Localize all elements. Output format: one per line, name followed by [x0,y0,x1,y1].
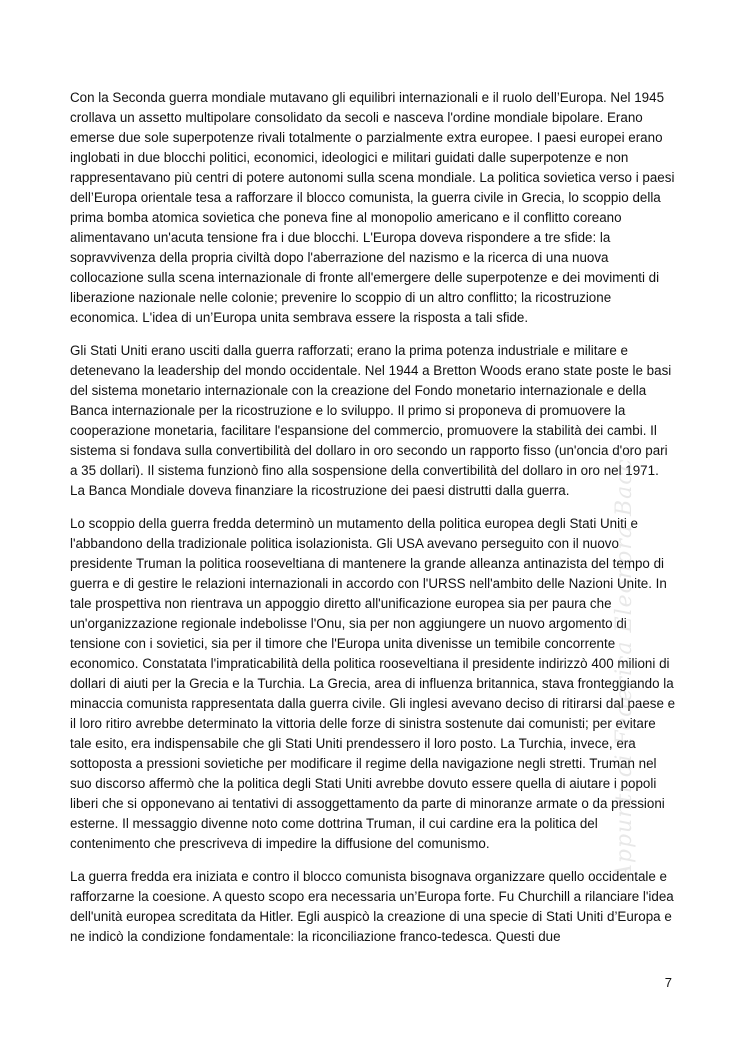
document-body [70,88,676,960]
watermark: Appunti di Federica Eleonora Bacci [612,450,637,880]
paragraph-4: La guerra fredda era iniziata e contro il blocco comunista bisognava organizzare quello occidentale e rafforzarne la coesione. A questo scopo era necessaria un’Europa forte. Fu Churchill a rilanciare l'idea dell'unità europea screditata da Hitler. Egli auspicò la creazione di una specie di Stati Uniti d’Europa e ne indicò la condizione fondamentale: la riconciliazione franco-tedesca. Questi due [70,869,674,944]
paragraph-3: Lo scoppio della guerra fredda determinò un mutamento della politica europea degli Stati Uniti e l'abbandono della tradizionale politica isolazionista. Gli USA avevano perseguito con il nuovo presidente Truman la politica rooseveltiana di mantenere la grande alleanza antinazista del tempo di guerra e di gestire le relazioni internazionali in accordo con l'URSS nell'ambito delle Nazioni Unite. In tale prospettiva non rientrava un appoggio diretto all'unificazione europea sia per paura che un'organizzazione regionale indebolisse l'Onu, sia per non aggiungere un nuovo argomento di tensione con i sovietici, sia per il timore che l'Europa unita divenisse un temibile concorrente economico. Constatata l'impraticabilità della politica rooseveltiana il presidente indirizzò 400 milioni di dollari di aiuti per la Grecia e la Turchia. La Grecia, area di influenza britannica, stava fronteggiando la minaccia comunista rappresentata dalla guerra civile. Gli inglesi avevano deciso di ritirarsi dal paese e il loro ritiro avrebbe determinato la vittoria delle forze di sinistra sostenute dai comunisti; per evitare tale esito, era indispensabile che gli Stati Uniti prendessero il loro posto. La Turchia, invece, era sottoposta a pressioni sovietiche per modificare il regime della navigazione negli stretti. Truman nel suo discorso affermò che la politica degli Stati Uniti avrebbe dovuto essere quella di aiutare i popoli liberi che si opponevano ai tentativi di assoggettamento da parte di minoranze armate o da pressioni esterne. Il messaggio divenne noto come dottrina Truman, il cui cardine era la politica del contenimento che prescriveva di impedire la diffusione del comunismo. [70,516,676,851]
paragraph-2: Gli Stati Uniti erano usciti dalla guerra rafforzati; erano la prima potenza industriale e militare e detenevano la leadership del mondo occidentale. Nel 1944 a Bretton Woods erano state poste le basi del sistema monetario internazionale con la creazione del Fondo monetario internazionale e della Banca internazionale per la ricostruzione e lo sviluppo. Il primo si proponeva di promuovere la cooperazione monetaria, facilitare l'espansione del commercio, promuovere la stabilità dei cambi. Il sistema si fondava sulla convertibilità del dollaro in oro secondo un rapporto fisso (un'oncia d'oro pari a 35 dollari). Il sistema funzionò fino alla sospensione della convertibilità del dollaro in oro nel 1971. La Banca Mondiale doveva finanziare la ricostruzione dei paesi distrutti dalla guerra. [70,343,672,498]
page-number: 7 [664,975,672,990]
paragraph-1: Con la Seconda guerra mondiale mutavano gli equilibri internazionali e il ruolo dell’Europa. Nel 1945 crollava un assetto multipolare consolidato da secoli e nasceva l'ordine mondiale bipolare. Erano emerse due sole superpotenze rivali totalmente o parzialmente extra europee. I paesi europei erano inglobati in due blocchi politici, economici, ideologici e militari guidati dalle superpotenze e non rappresentavano più centri di potere autonomi sulla scena mondiale. La politica sovietica verso i paesi dell’Europa orientale tesa a rafforzare il blocco comunista, la guerra civile in Grecia, lo scoppio della prima bomba atomica sovietica che poneva fine al monopolio americano e il conflitto coreano alimentavano un'acuta tensione fra i due blocchi. L'Europa doveva rispondere a tre sfide: la sopravvivenza della propria civiltà dopo l'aberrazione del nazismo e la ricerca di una nuova collocazione sulla scena internazionale di fronte all'emergere delle superpotenze e dei movimenti di liberazione nazionale nelle colonie; prevenire lo scoppio di un altro conflitto; la ricostruzione economica. L'idea di un’Europa unita sembrava essere la risposta a tali sfide. [70,90,675,325]
